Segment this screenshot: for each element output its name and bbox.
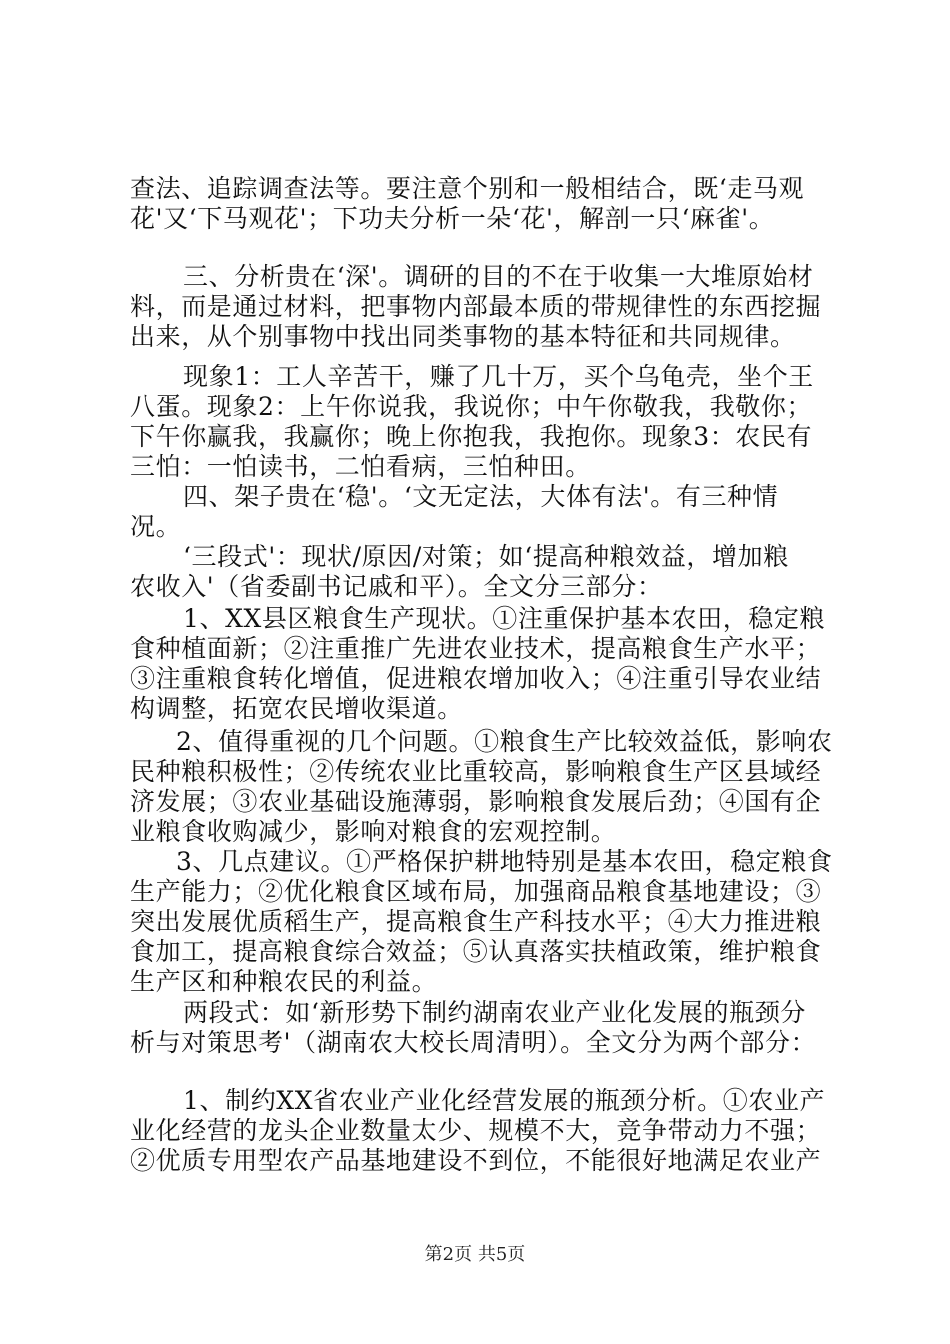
text-line: ‘三段式'：现状/原因/对策；如‘提高种粮效益，增加粮 (183, 542, 789, 571)
text-line: 1、XX县区粮食生产现状。①注重保护基本农田，稳定粮 (183, 604, 826, 633)
text-line: 下午你赢我，我赢你；晚上你抱我，我抱你。现象3：农民有 (130, 422, 813, 451)
text-line: 查法、追踪调查法等。要注意个别和一般相结合，既‘走马观 (130, 174, 805, 203)
text-line: ③注重粮食转化增值，促进粮农增加收入；④注重引导农业结 (130, 664, 822, 693)
text-line: ②优质专用型农产品基地建设不到位，不能很好地满足农业产 (130, 1146, 822, 1175)
text-line: 生产能力；②优化粮食区域布局，加强商品粮食基地建设；③ (130, 877, 822, 906)
text-line: 析与对策思考'（湖南农大校长周清明）。全文分为两个部分： (130, 1028, 817, 1057)
text-line: 花'又‘下马观花'；下功夫分析一朵‘花'，解剖一只‘麻雀'。 (130, 204, 775, 233)
text-line: 料，而是通过材料，把事物内部最本质的带规律性的东西挖掘 (130, 292, 822, 321)
text-line: 况。 (130, 512, 182, 541)
text-line: 构调整，拓宽农民增收渠道。 (130, 694, 463, 723)
text-line: 业化经营的龙头企业数量太少、规模不大，竞争带动力不强； (130, 1116, 822, 1145)
text-line: 1、制约XX省农业产业化经营发展的瓶颈分析。①农业产 (183, 1086, 826, 1115)
text-line: 民种粮积极性；②传统农业比重较高，影响粮食生产区县域经 (130, 757, 822, 786)
text-line: 农收入'（省委副书记戚和平）。全文分三部分： (130, 572, 663, 601)
text-line: 2、值得重视的几个问题。①粮食生产比较效益低，影响农 (176, 727, 833, 756)
text-line: 三、分析贵在‘深'。调研的目的不在于收集一大堆原始材 (183, 262, 814, 291)
text-line: 出来，从个别事物中找出同类事物的基本特征和共同规律。 (130, 322, 796, 351)
text-line: 四、架子贵在‘稳'。‘文无定法，大体有法'。有三种情 (183, 482, 779, 511)
text-line: 3、几点建议。①严格保护耕地特别是基本农田，稳定粮食 (176, 847, 833, 876)
text-line: 食加工，提高粮食综合效益；⑤认真落实扶植政策，维护粮食 (130, 937, 822, 966)
text-line: 三怕：一怕读书，二怕看病，三怕种田。 (130, 452, 591, 481)
text-line: 现象1：工人辛苦干，赚了几十万，买个乌龟壳，坐个王 (183, 362, 814, 391)
text-line: 两段式：如‘新形势下制约湖南农业产业化发展的瓶颈分 (183, 998, 806, 1027)
text-line: 生产区和种粮农民的利益。 (130, 967, 438, 996)
page-number: 第2页 共5页 (424, 1244, 526, 1265)
text-line: 食种植面新；②注重推广先进农业技术，提高粮食生产水平； (130, 634, 822, 663)
text-line: 济发展；③农业基础设施薄弱，影响粮食发展后劲；④国有企 (130, 787, 822, 816)
text-line: 突出发展优质稻生产，提高粮食生产科技水平；④大力推进粮 (130, 907, 822, 936)
text-line: 业粮食收购减少，影响对粮食的宏观控制。 (130, 817, 617, 846)
text-line: 八蛋。现象2：上午你说我，我说你；中午你敬我，我敬你； (130, 392, 813, 421)
